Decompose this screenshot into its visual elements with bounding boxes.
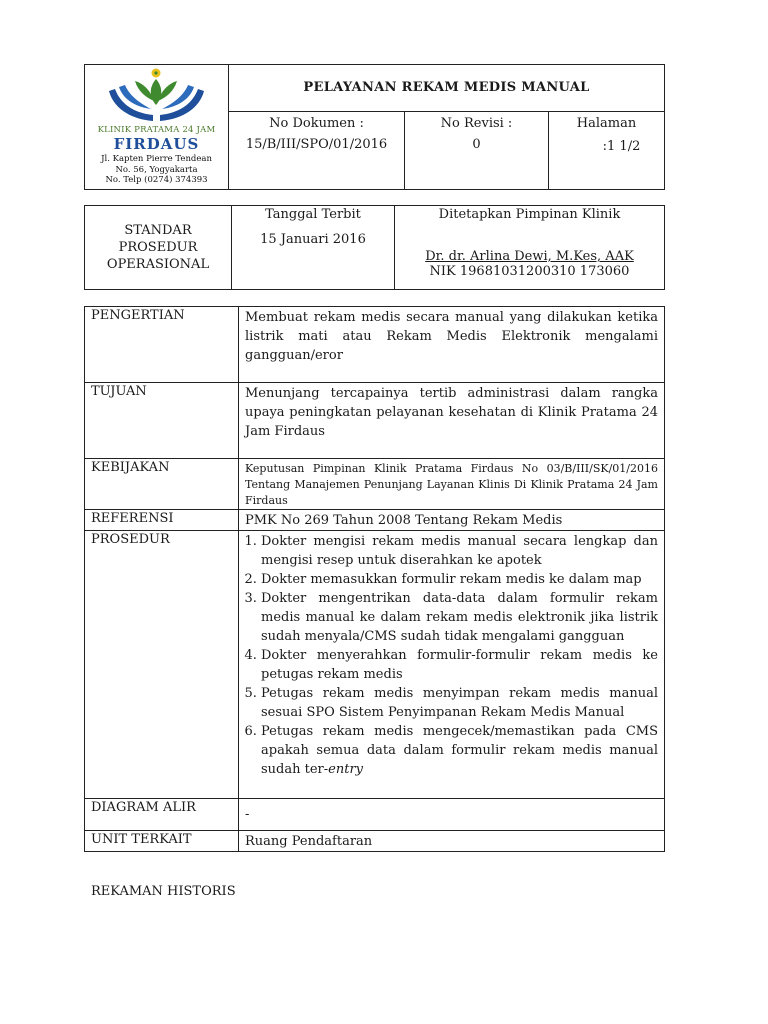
doc-number-value: 15/B/III/SPO/01/2016	[245, 136, 388, 152]
prosedur-list	[241, 532, 658, 779]
revision-label: No Revisi :	[440, 115, 513, 131]
text-pengertian: Membuat rekam medis secara manual yang dilakukan ketika listrik mati atau Rekam Medis Elektronik mengalami gangguan/eror	[239, 307, 665, 383]
revision-cell	[405, 111, 549, 189]
row-referensi	[85, 510, 665, 531]
text-referensi: PMK No 269 Tahun 2008 Tentang Rekam Medis	[239, 510, 665, 531]
row-kebijakan	[85, 459, 665, 510]
history-heading: REKAMAN HISTORIS	[91, 884, 236, 899]
prosedur-steps	[239, 531, 665, 799]
text-kebijakan: Keputusan Pimpinan Klinik Pratama Firdaus No 03/B/III/SK/01/2016 Tentang Manajemen Penunjang Layanan Klinis Di Klinik Pratama 24 Jam Firdaus	[239, 459, 665, 510]
label-pengertian: PENGERTIAN	[85, 307, 239, 383]
row-diagram	[85, 799, 665, 831]
label-tujuan: TUJUAN	[85, 383, 239, 459]
prosedur-step-2: 2. Dokter memasukkan formulir rekam medis ke dalam map	[261, 570, 658, 589]
sop-title-line-3: OPERASIONAL	[106, 257, 210, 272]
clinic-name-line: KLINIK PRATAMA 24 JAM	[97, 125, 216, 135]
page-value: :1 1/2	[602, 138, 641, 154]
label-kebijakan: KEBIJAKAN	[85, 459, 239, 510]
issue-date-cell	[232, 206, 395, 290]
prosedur-step-6-italic: entry	[328, 762, 364, 777]
row-tujuan	[85, 383, 665, 459]
sop-title-line-1: STANDAR	[124, 223, 192, 238]
sop-title-line-2: PROSEDUR	[118, 240, 198, 255]
sop-block	[84, 205, 665, 290]
doc-number-cell	[229, 111, 405, 189]
prosedur-step-1: 1. Dokter mengisi rekam medis manual secara lengkap dan mengisi resep untuk diserahkan ke apotek	[261, 532, 658, 570]
prosedur-step-3: 3. Dokter mengentrikan data-data dalam formulir rekam medis manual ke dalam rekam medis elektronik jika listrik sudah menyala/CMS sudah tidak mengalami gangguan	[261, 589, 658, 646]
label-diagram: DIAGRAM ALIR	[85, 799, 239, 831]
page-label: Halaman	[576, 115, 637, 131]
row-pengertian	[85, 307, 665, 383]
text-unit: Ruang Pendaftaran	[239, 831, 665, 852]
prosedur-step-6-text: Petugas rekam medis mengecek/memastikan pada CMS apakah semua data dalam formulir rekam medis manual sudah ter-	[261, 724, 658, 777]
document-header	[84, 64, 665, 190]
label-referensi: REFERENSI	[85, 510, 239, 531]
label-prosedur: PROSEDUR	[85, 531, 239, 799]
label-unit: UNIT TERKAIT	[85, 831, 239, 852]
document-title: PELAYANAN REKAM MEDIS MANUAL	[229, 65, 665, 112]
approver-name: Dr. dr. Arlina Dewi, M.Kes, AAK	[425, 249, 634, 264]
revision-value: 0	[472, 136, 481, 152]
logo-block	[85, 65, 229, 190]
text-diagram: -	[239, 799, 665, 831]
prosedur-step-4: 4. Dokter menyerahkan formulir-formulir rekam medis ke petugas rekam medis	[261, 646, 658, 684]
address-line-3: No. Telp (0274) 374393	[105, 175, 208, 185]
sop-content-table	[84, 306, 665, 852]
approver-nik: NIK 19681031200310 173060	[429, 264, 630, 279]
sop-title	[85, 206, 232, 290]
address-line-1: Jl. Kapten Pierre Tendean	[101, 154, 212, 164]
approval-label: Ditetapkan Pimpinan Klinik	[438, 207, 621, 222]
clinic-brand: FIRDAUS	[113, 135, 200, 153]
issue-date-label: Tanggal Terbit	[265, 207, 361, 222]
page-cell	[549, 111, 665, 189]
row-unit	[85, 831, 665, 852]
issue-date-value: 15 Januari 2016	[260, 232, 366, 247]
clinic-logo-icon	[105, 67, 208, 129]
text-tujuan: Menunjang tercapainya tertib administrasi dalam rangka upaya peningkatan pelayanan kesehatan di Klinik Pratama 24 Jam Firdaus	[239, 383, 665, 459]
prosedur-step-6	[261, 722, 658, 779]
address-line-2: No. 56, Yogyakarta	[115, 165, 198, 175]
prosedur-step-5: 5. Petugas rekam medis menyimpan rekam medis manual sesuai SPO Sistem Penyimpanan Rekam Medis Manual	[261, 684, 658, 722]
doc-number-label: No Dokumen :	[269, 115, 364, 131]
row-prosedur	[85, 531, 665, 799]
approval-cell	[395, 206, 665, 290]
